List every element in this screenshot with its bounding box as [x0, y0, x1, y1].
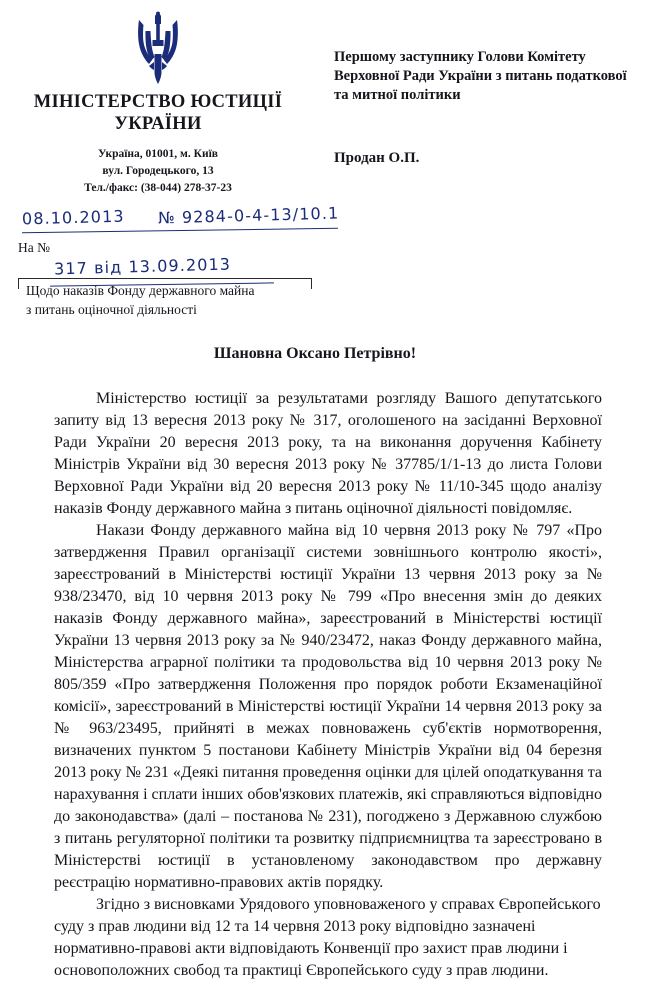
- registration-rule-1: [22, 228, 338, 233]
- body-paragraph-1: Міністерство юстиції за результатами розгляду Вашого депутатського запиту від 13 вересня 2013 року № 317, оголошеного на засіданні Верховної Ради України 20 вересня 2013 року, та на виконання доручення Кабінету Міністрів України від 30 вересня 2013 року № 37785/1/1-13 до листа Голови Верховної Ради України від 20 вересня 2013 року № 11/10-345 щодо аналізу наказів Фонду державного майна з питань оціночної діяльності повідомляє.: [54, 390, 602, 517]
- reply-reference-handwritten: 317 від 13.09.2013: [53, 254, 232, 279]
- subject-block: [18, 278, 318, 319]
- registration-block: [18, 203, 358, 279]
- address-line-3: Тел./факс: (38-044) 278-37-23: [84, 181, 232, 194]
- ministry-name: МІНІСТЕРСТВО ЮСТИЦІЇ УКРАЇНИ: [33, 92, 283, 134]
- address-line-2: вул. Городецького, 13: [102, 164, 214, 177]
- registration-number-handwritten: № 9284-0-4-13/10.1: [157, 203, 340, 228]
- salutation: Шановна Оксано Петрівно!: [213, 345, 417, 362]
- body-paragraph-2: Накази Фонду державного майна від 10 червня 2013 року № 797 «Про затвердження Правил організації системи зовнішнього контролю якості», зареєстрований в Міністерстві юстиції України 13 червня 2013 року за № 938/23470, від 10 червня 2013 року № 799 «Про внесення змін до деяких наказів Фонду державного майна», зареєстрований в Міністерстві юстиції України 13 червня 2013 року за № 940/23472, наказ Фонду державного майна, Міністерства аграрної політики та продовольства від 10 червня 2013 року № 805/359 «Про затвердження Положення про порядок роботи Екзаменаційної комісії», зареєстрований в Міністерстві юстиції України 14 червня 2013 року за № 963/23495, прийняті в межах повноважень суб'єктів нормотворення, визначених пунктом 5 постанови Кабінету Міністрів України від 04 березня 2013 року № 231 «Деякі питання проведення оцінки для цілей оподаткування та нарахування і сплати інших обов'язкових платежів, які справляються відповідно до законодавства» (далі – постанова № 231), погоджено з Державною службою з питань регуляторної політики та розвитку підприємництва та зареєстровано в Міністерстві юстиції в установленому законодавством про державну реєстрацію нормативно-правових актів порядку.: [54, 522, 602, 891]
- subject-line-1: Щодо наказів Фонду державного майна: [26, 283, 255, 298]
- addressee-block: Першому заступнику Голови Комітету Верховної Ради України з питань податкової та митної політики: [334, 49, 627, 103]
- addressee-name: Продан О.П.: [334, 150, 420, 166]
- body-paragraph-3: Згідно з висновками Урядового уповноваженого у справах Європейського суду з прав людини від 12 та 14 червня 2013 року відповідно зазначені нормативно-правові акти відповідають Конвенції про захист прав людини і основоположних свобод та практиці Європейського суду з прав людини.: [54, 896, 601, 979]
- address-line-1: Україна, 01001, м. Київ: [97, 148, 219, 161]
- registration-row-reply: [18, 235, 358, 279]
- ministry-address: [8, 146, 308, 196]
- letter-body: [54, 388, 602, 982]
- registration-row-outgoing: [18, 203, 358, 235]
- subject-text: [18, 278, 316, 319]
- ministry-identity: [8, 92, 308, 196]
- ukraine-trident-emblem-icon: [128, 10, 188, 88]
- reply-label: На №: [18, 240, 50, 255]
- registration-date-handwritten: 08.10.2013: [21, 206, 125, 229]
- letterhead: [0, 0, 657, 215]
- subject-line-2: з питань оціночної діяльності: [26, 302, 197, 318]
